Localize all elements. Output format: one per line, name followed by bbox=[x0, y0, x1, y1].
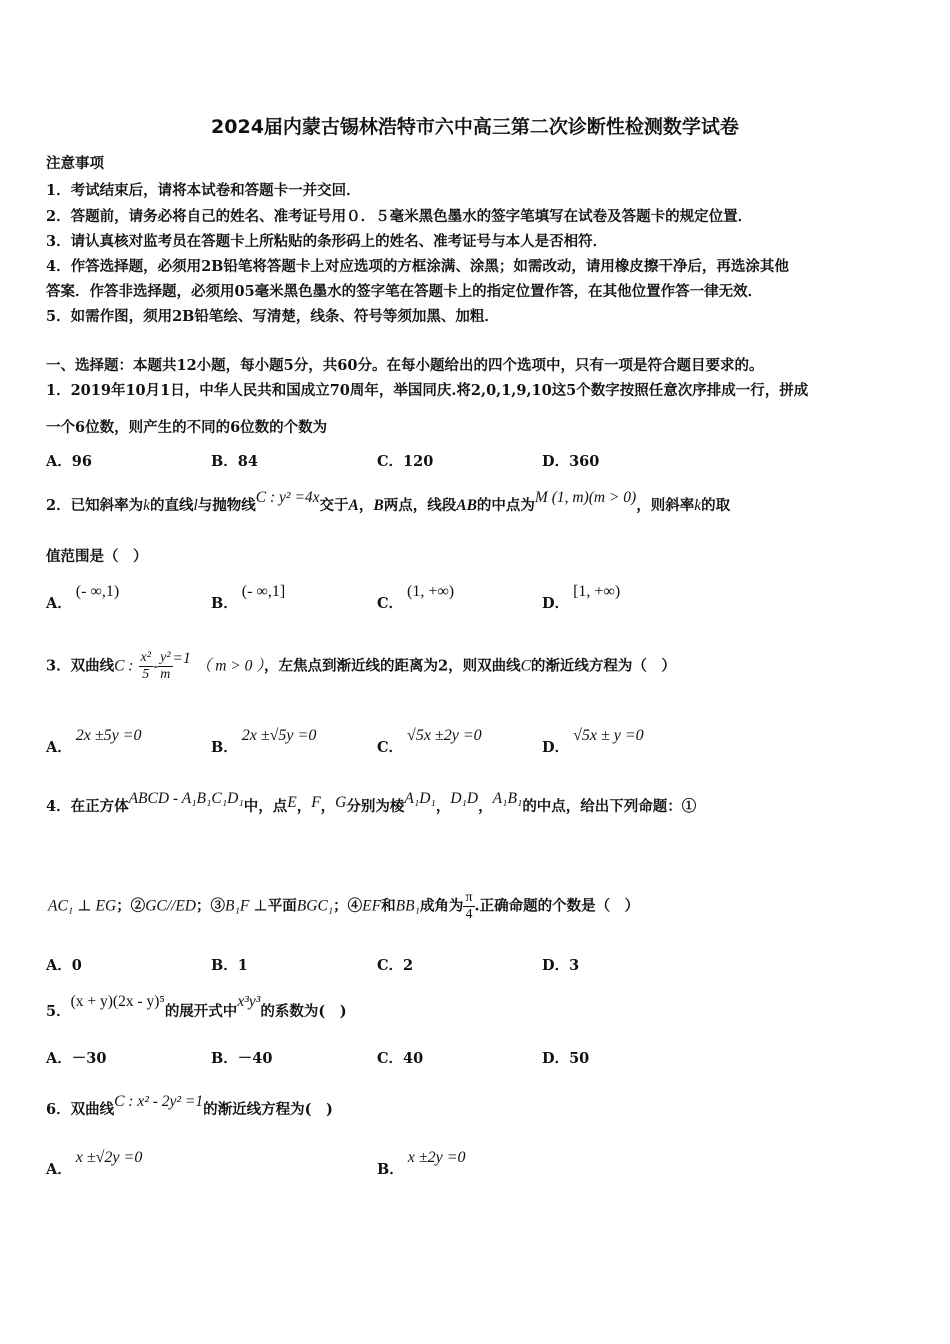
q3-curve: C bbox=[520, 657, 531, 675]
q5-expression: (x + y)(2x - y)⁵ bbox=[70, 993, 165, 1010]
q4-edge: BB₁ bbox=[395, 897, 420, 915]
q4-text: 成角为 bbox=[419, 897, 464, 915]
q5-text: 5． bbox=[46, 1003, 71, 1020]
q6-text: 6．双曲线 bbox=[46, 1101, 115, 1118]
q2-stem-line2: 值范围是（ ） bbox=[46, 548, 148, 565]
q4-text: ；③ bbox=[196, 897, 225, 915]
q2-text: 两点，线段 bbox=[383, 497, 457, 514]
page-title: 2024届内蒙古锡林浩特市六中高三第二次诊断性检测数学试卷 bbox=[211, 116, 739, 138]
section-heading: 一、选择题：本题共12小题，每小题5分，共60分。在每小题给出的四个选项中，只有一项是符合题目要求的。 bbox=[46, 357, 764, 374]
q3-option-c bbox=[377, 727, 482, 757]
option-label: D． bbox=[542, 739, 570, 756]
q5-text: 的展开式中 bbox=[164, 1003, 238, 1020]
q4-prop-2: GC//ED bbox=[145, 897, 196, 915]
q3-text: 的渐近线方程为（ ） bbox=[530, 657, 676, 675]
q3-fraction bbox=[139, 650, 153, 683]
q1-stem-line1: 1．2019年10月1日，中华人民共和国成立70周年，举国同庆.将2,0,1,9,10这5个数字按照任意次序排成一行，拼成 bbox=[46, 382, 809, 399]
q2-text: 2．已知斜率为 bbox=[46, 497, 144, 514]
q4-plane: BGC₁ bbox=[296, 897, 334, 915]
q2-option-a bbox=[46, 583, 120, 613]
option-label: D． bbox=[542, 595, 570, 612]
option-label: B． bbox=[211, 739, 238, 756]
q5-text: 的系数为( ) bbox=[260, 1003, 347, 1020]
q5-option-a: A．－30 bbox=[46, 1050, 107, 1067]
q4-text: 中，点 bbox=[243, 798, 288, 815]
option-label: C． bbox=[377, 595, 404, 612]
q3-equals: =1 bbox=[172, 649, 191, 667]
q4-point-f: F bbox=[311, 794, 321, 811]
option-math: (- ∞,1) bbox=[75, 583, 120, 600]
q3-condition: （ m > 0 ） bbox=[195, 657, 264, 675]
q5-option-b: B．－40 bbox=[211, 1050, 273, 1067]
q4-text: 分别为棱 bbox=[346, 798, 405, 815]
q4-edge: A₁B₁ bbox=[492, 790, 523, 807]
q2-segment: AB bbox=[456, 497, 477, 514]
q2-point-a: A bbox=[348, 497, 359, 514]
q3-text: 3．双曲线 bbox=[46, 657, 115, 675]
q4-option-b: B．1 bbox=[211, 957, 248, 974]
q2-point-b: B bbox=[373, 497, 384, 514]
q2-text: 与抛物线 bbox=[197, 497, 256, 514]
q4-text: ；② bbox=[116, 897, 146, 915]
option-label: B． bbox=[211, 595, 238, 612]
q4-angle-fraction bbox=[463, 890, 474, 923]
option-math: (- ∞,1] bbox=[241, 583, 286, 600]
q2-stem-line1 bbox=[46, 489, 731, 515]
q5-term: x³y³ bbox=[237, 993, 261, 1010]
note-item: 1．考试结束后，请将本试卷和答题卡一并交回． bbox=[46, 182, 361, 199]
option-math: x ±√2y =0 bbox=[75, 1149, 143, 1166]
denominator: m bbox=[160, 667, 171, 682]
q4-text: ；④ bbox=[333, 897, 363, 915]
option-math: [1, +∞) bbox=[573, 583, 621, 600]
q6-option-b bbox=[377, 1149, 466, 1179]
numerator: π bbox=[465, 890, 473, 905]
option-label: A． bbox=[46, 1161, 72, 1178]
q2-parabola: C : y² =4x bbox=[255, 489, 320, 506]
q2-k: k bbox=[694, 497, 702, 514]
q1-stem-line2: 一个6位数，则产生的不同的6位数的个数为 bbox=[46, 419, 328, 436]
q1-option-c: C．120 bbox=[377, 453, 434, 470]
note-item: 3．请认真核对监考员在答题卡上所粘贴的条形码上的姓名、准考证号与本人是否相符． bbox=[46, 233, 608, 250]
q3-option-a bbox=[46, 727, 142, 757]
numerator: y² bbox=[160, 650, 171, 665]
q4-option-c: C．2 bbox=[377, 957, 414, 974]
q2-option-c bbox=[377, 583, 455, 613]
note-item: 5．如需作图，须用2B铅笔绘、写清楚，线条、符号等须加黑、加粗． bbox=[46, 308, 499, 325]
note-item: 4．作答选择题，必须用2B铅笔将答题卡上对应选项的方框涂满、涂黑；如需改动，请用橡皮擦干净后，再选涂其他 bbox=[46, 258, 789, 275]
q6-text: 的渐近线方程为( ) bbox=[203, 1101, 333, 1118]
denominator: 5 bbox=[142, 667, 150, 682]
option-label: B． bbox=[377, 1161, 404, 1178]
q4-stem-line2 bbox=[48, 890, 639, 923]
option-math: (1, +∞) bbox=[407, 583, 455, 600]
note-item: 2．答题前，请务必将自己的姓名、准考证号用０．５毫米黑色墨水的签字笔填写在试卷及答题卡的规定位置． bbox=[46, 208, 753, 225]
denominator: 4 bbox=[465, 907, 473, 922]
q4-stem-line1: 4．在正方体ABCD - A₁B₁C₁D₁中，点E，F，G分别为棱A₁D₁，D₁D，A₁B₁的中点，给出下列命题：① bbox=[46, 790, 697, 815]
q1-option-a: A．96 bbox=[46, 453, 92, 470]
note-item: 答案．作答非选择题，必须用05毫米黑色墨水的签字笔在答题卡上的指定位置作答，在其他位置作答一律无效． bbox=[46, 283, 763, 300]
q2-text: ， bbox=[358, 497, 374, 514]
option-label: A． bbox=[46, 595, 72, 612]
q4-prop-4: EF bbox=[362, 897, 382, 915]
q2-text: 的中点为 bbox=[476, 497, 535, 514]
q2-text: 交于 bbox=[319, 497, 349, 514]
q6-stem bbox=[46, 1093, 333, 1119]
q2-midpoint: M (1, m)(m > 0) bbox=[534, 489, 637, 506]
q2-option-b bbox=[211, 583, 286, 613]
q4-text: 平面 bbox=[267, 897, 297, 915]
q5-stem bbox=[46, 993, 347, 1021]
q4-cube: ABCD - A₁B₁C₁D₁ bbox=[128, 790, 244, 807]
q3-option-d bbox=[542, 727, 644, 757]
q3-text: ，左焦点到渐近线的距离为2，则双曲线 bbox=[263, 657, 521, 675]
option-math: x ±2y =0 bbox=[407, 1149, 466, 1166]
q4-text: 4．在正方体 bbox=[46, 798, 129, 815]
q4-option-a: A．0 bbox=[46, 957, 82, 974]
q1-option-d: D．360 bbox=[542, 453, 600, 470]
q4-prop-1: AC₁ ⊥ EG bbox=[48, 897, 117, 915]
q4-point-e: E bbox=[287, 794, 297, 811]
notes-heading: 注意事项 bbox=[46, 155, 104, 172]
q2-option-d bbox=[542, 583, 621, 613]
q3-fraction bbox=[158, 650, 172, 683]
option-label: C． bbox=[377, 739, 404, 756]
q2-text: 的直线 bbox=[149, 497, 194, 514]
option-math: 2x ±5y =0 bbox=[75, 727, 142, 744]
q4-text: .正确命题的个数是（ ） bbox=[474, 897, 640, 915]
option-math: √5x ±2y =0 bbox=[407, 727, 482, 744]
q2-k: k bbox=[143, 497, 150, 514]
q2-text: 的取 bbox=[701, 497, 731, 514]
q6-option-a bbox=[46, 1149, 143, 1179]
q3-option-b bbox=[211, 727, 317, 757]
q3-minus: - bbox=[152, 657, 159, 675]
q2-l: l bbox=[193, 497, 198, 514]
q6-expression: C : x² - 2y² =1 bbox=[114, 1093, 204, 1110]
option-label: A． bbox=[46, 739, 72, 756]
q5-option-d: D．50 bbox=[542, 1050, 590, 1067]
q4-edge: D₁D bbox=[450, 790, 479, 807]
q4-prop-3: B₁F ⊥ bbox=[225, 897, 268, 915]
q4-text: 和 bbox=[381, 897, 396, 915]
q2-text: ，则斜率 bbox=[636, 497, 695, 514]
q4-point-g: G bbox=[335, 794, 347, 811]
q3-curve: C : bbox=[114, 657, 134, 675]
q4-option-d: D．3 bbox=[542, 957, 580, 974]
option-math: √5x ± y =0 bbox=[573, 727, 644, 744]
q5-option-c: C．40 bbox=[377, 1050, 424, 1067]
numerator: x² bbox=[140, 650, 151, 665]
q4-text: 的中点，给出下列命题：① bbox=[522, 798, 697, 815]
q1-option-b: B．84 bbox=[211, 453, 258, 470]
option-math: 2x ±√5y =0 bbox=[241, 727, 317, 744]
q3-stem bbox=[46, 650, 676, 683]
q4-edge: A₁D₁ bbox=[404, 790, 436, 807]
